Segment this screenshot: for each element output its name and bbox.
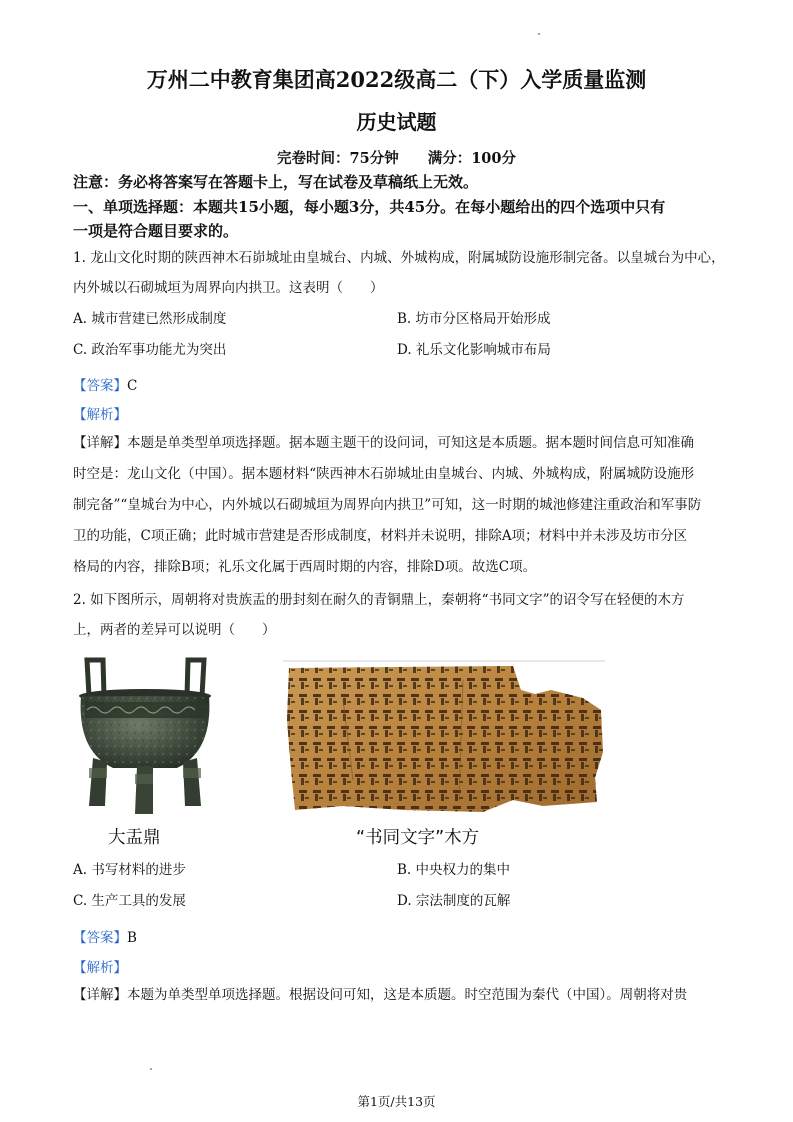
section-heading-line1: 一、单项选择题：本题共15小题，每小题3分，共45分。在每小题给出的四个选项中只有 — [73, 198, 666, 216]
q1-option-c: C. 政治军事功能尤为突出 — [73, 342, 227, 358]
q1-detail-line4: 卫的功能，C项正确；此时城市营建是否形成制度，材料并未说明，排除A项；材料中并未涉及坊市分区 — [73, 528, 688, 544]
stray-dot — [150, 1068, 152, 1070]
q2-option-a: A. 书写材料的进步 — [73, 862, 186, 878]
q2-answer — [73, 926, 137, 946]
notice: 注意：务必将答案写在答题卡上，写在试卷及草稿纸上无效。 — [73, 173, 479, 191]
q2-option-d: D. 宗法制度的瓦解 — [397, 893, 511, 909]
dayu-ding-image — [73, 656, 218, 818]
q1-option-a: A. 城市营建已然形成制度 — [73, 311, 227, 327]
q1-detail-line2: 时空是：龙山文化（中国）。据本题材料“陕西神木石峁城址由皇城台、内城、外城构成，附属城防设施形 — [73, 466, 695, 482]
q1-option-b: B. 坊市分区格局开始形成 — [397, 311, 551, 327]
q1-detail-line3: 制完备”“皇城台为中心，内外城以石砌城垣为周界向内拱卫”可知，这一时期的城池修建注重政治和军事防 — [73, 497, 702, 513]
q1-answer — [73, 374, 137, 394]
q2-option-c: C. 生产工具的发展 — [73, 893, 186, 909]
exam-title: 万州二中教育集团高2022级高二（下）入学质量监测 — [146, 67, 647, 92]
q2-detail-line1: 【详解】本题为单类型单项选择题。根据设问可知，这是本质题。时空范围为秦代（中国）。周朝将对贵 — [73, 987, 688, 1003]
answer-value: B — [127, 930, 137, 946]
caption-dayu-ding: 大盂鼎 — [108, 828, 161, 848]
answer-label: 【答案】 — [73, 378, 127, 394]
q2-stem-line2: 上，两者的差异可以说明（ ） — [73, 622, 276, 638]
q1-analysis-label: 【解析】 — [73, 407, 127, 423]
answer-value: C — [127, 378, 138, 394]
wooden-tablet-image — [283, 660, 605, 816]
stray-dot — [538, 33, 540, 35]
exam-meta: 完卷时间：75分钟 满分：100分 — [277, 150, 516, 167]
q2-analysis-label: 【解析】 — [73, 960, 127, 976]
q1-option-d: D. 礼乐文化影响城市布局 — [397, 342, 551, 358]
answer-label: 【答案】 — [73, 930, 127, 946]
q2-stem-line1: 2. 如下图所示，周朝将对贵族盂的册封刻在耐久的青铜鼎上，秦朝将“书同文字”的诏令写在轻便的木方 — [73, 592, 685, 608]
q1-detail-line5: 格局的内容，排除B项；礼乐文化属于西周时期的内容，排除D项。故选C项。 — [73, 559, 537, 575]
page-footer: 第1页/共13页 — [357, 1094, 436, 1109]
q1-stem-line2: 内外城以石砌城垣为周界向内拱卫。这表明（ ） — [73, 280, 384, 296]
q1-stem-line1: 1. 龙山文化时期的陕西神木石峁城址由皇城台、内城、外城构成，附属城防设施形制完备。以皇城台为中心， — [73, 250, 725, 266]
q1-detail-line1: 【详解】本题是单类型单项选择题。据本题主题干的设问词，可知这是本质题。据本题时间信息可知准确 — [73, 435, 694, 451]
q2-option-b: B. 中央权力的集中 — [397, 862, 511, 878]
subject-title: 历史试题 — [356, 110, 437, 134]
caption-wooden-tablet: “书同文字”木方 — [356, 828, 480, 848]
section-heading-line2: 一项是符合题目要求的。 — [73, 222, 239, 240]
